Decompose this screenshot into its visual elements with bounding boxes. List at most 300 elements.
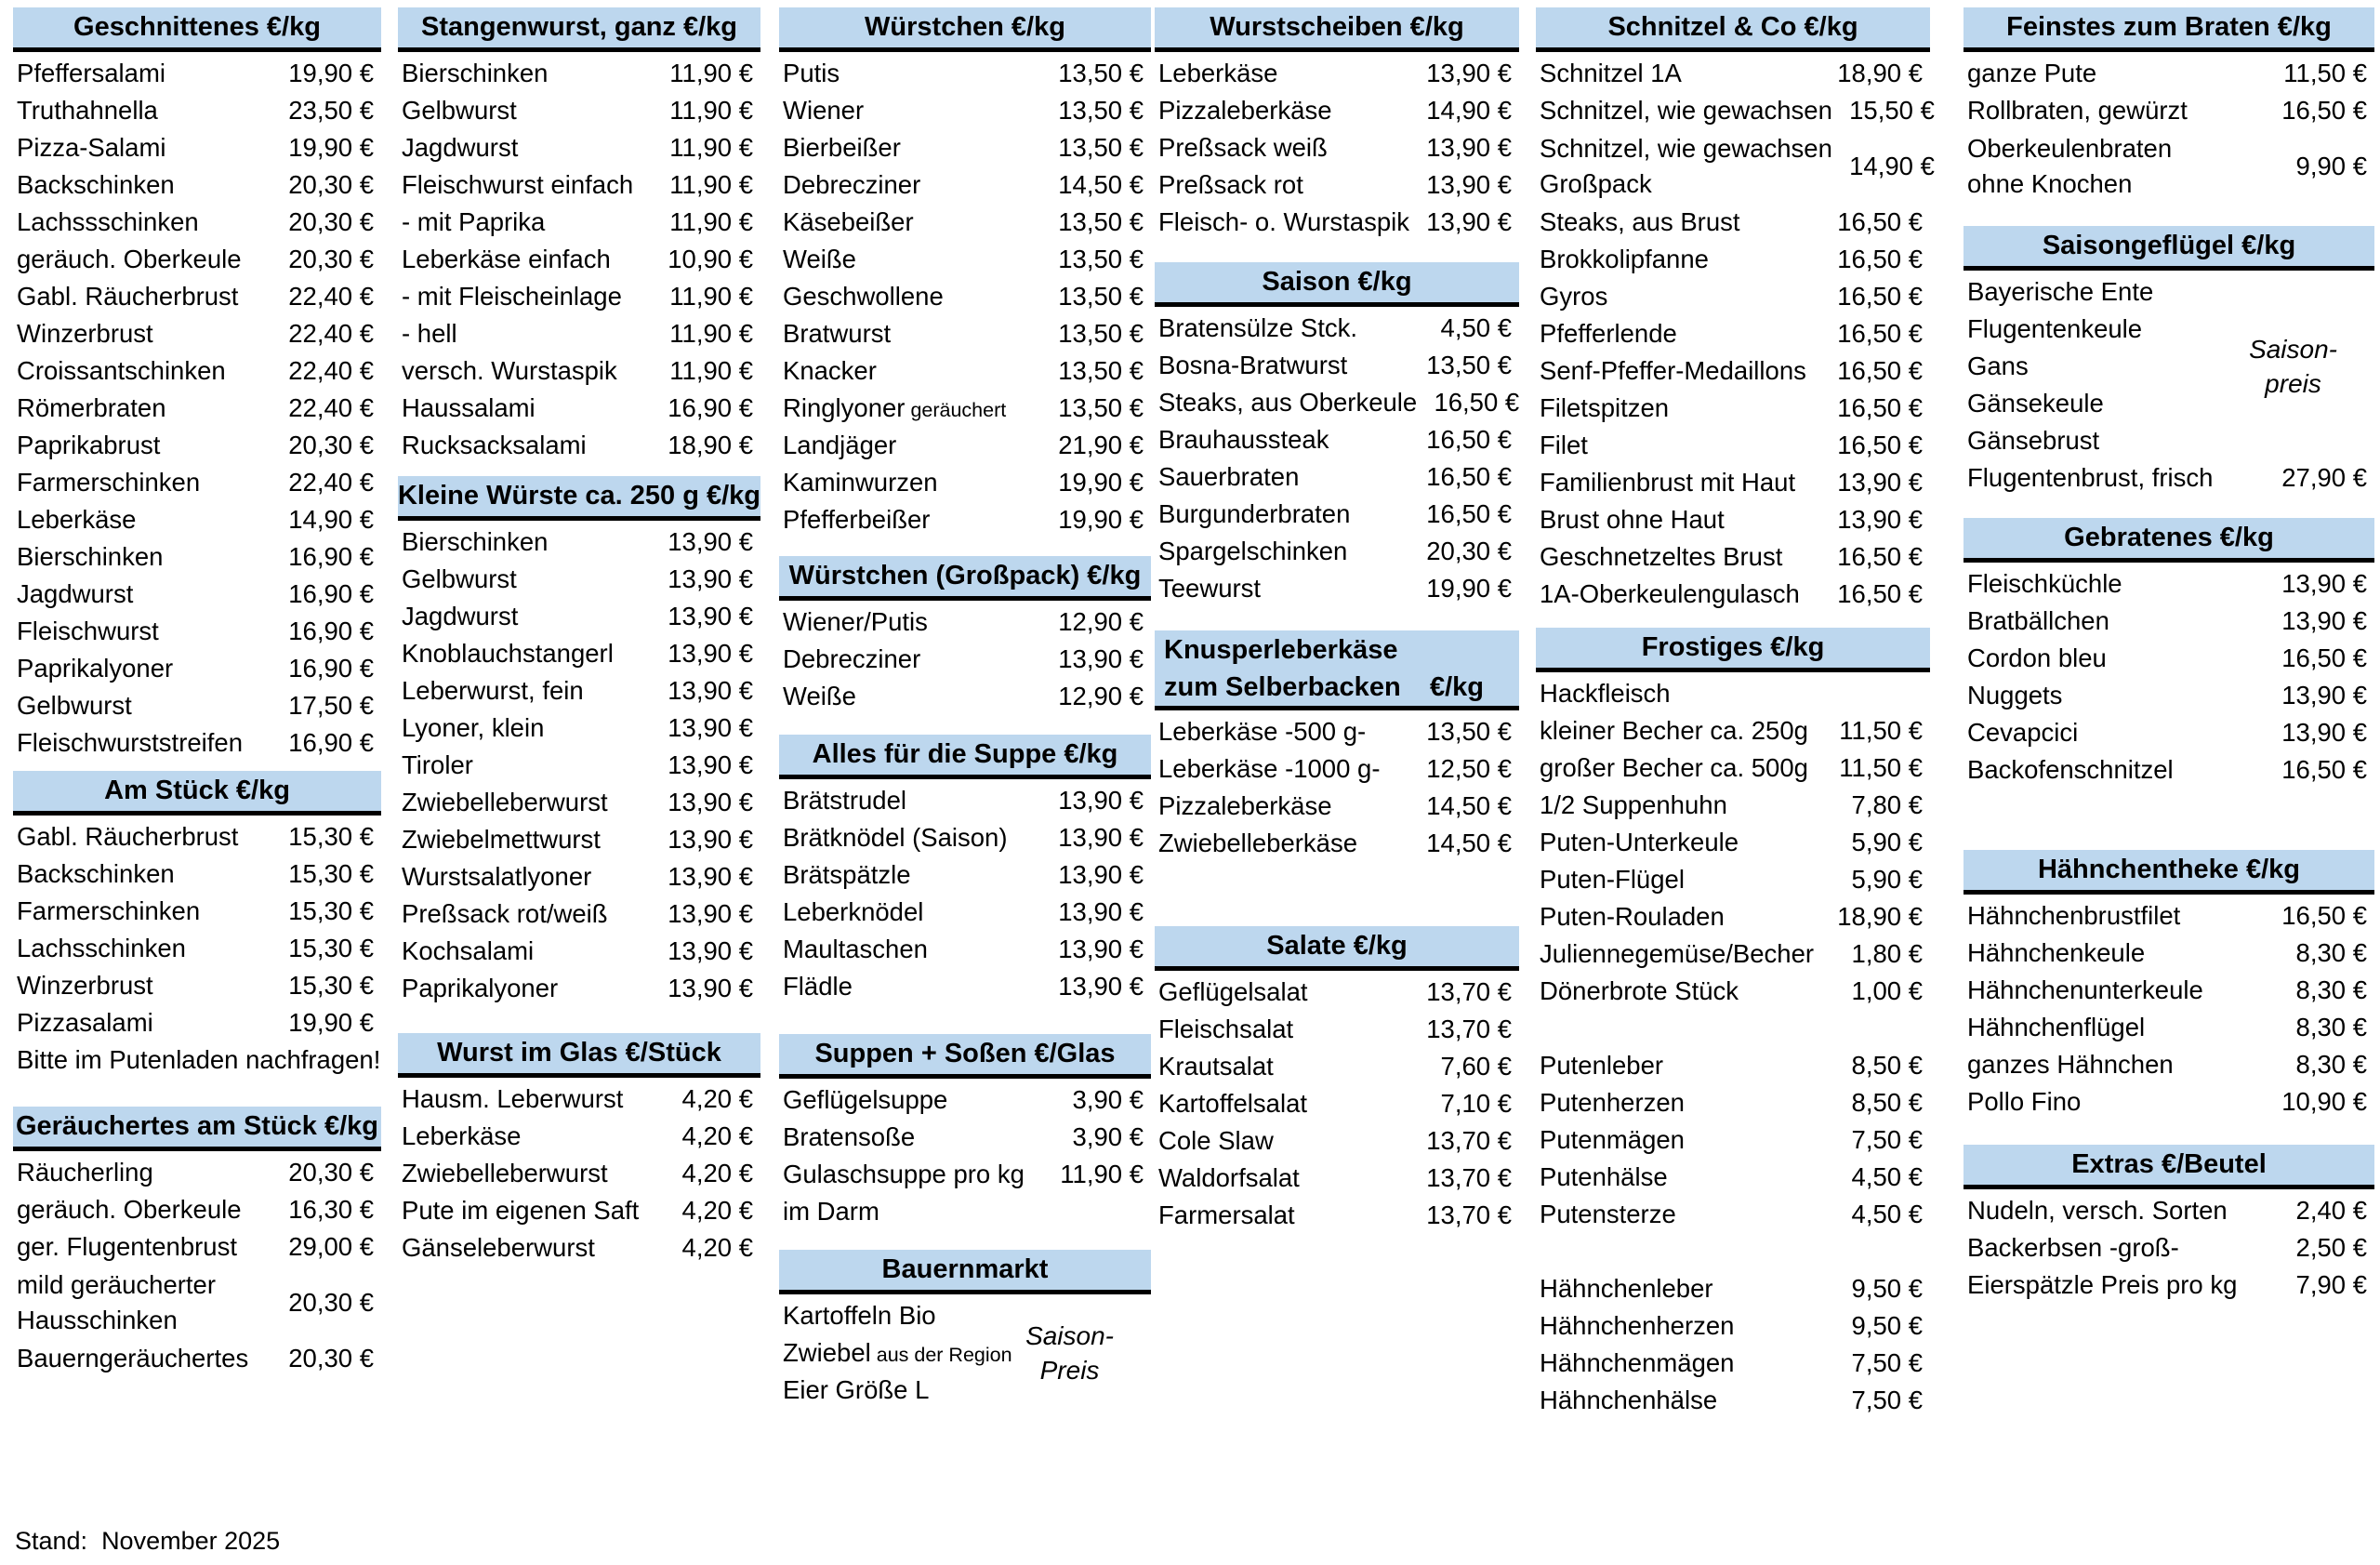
item-price: 15,30 € bbox=[288, 934, 374, 962]
item-price: 19,90 € bbox=[288, 59, 374, 87]
section-header: Würstchen €/kg bbox=[779, 7, 1151, 52]
item-row bbox=[1964, 459, 2374, 497]
item-row bbox=[13, 1154, 381, 1191]
section-header: Alles für die Suppe €/kg bbox=[779, 735, 1151, 779]
item-price: 11,90 € bbox=[669, 133, 753, 162]
item-price: 13,90 € bbox=[668, 602, 753, 630]
item-row bbox=[1536, 973, 1930, 1010]
item-name: Brauhaussteak bbox=[1158, 425, 1329, 454]
section-rows bbox=[398, 521, 760, 1007]
item-name: Puten-Unterkeule bbox=[1540, 828, 1739, 856]
item-price: 10,90 € bbox=[668, 245, 753, 273]
item-price: 16,50 € bbox=[1837, 579, 1923, 608]
item-name: Putenherzen bbox=[1540, 1088, 1685, 1117]
item-name: Paprikalyoner bbox=[402, 974, 559, 1002]
section bbox=[398, 476, 760, 1007]
item-price: 19,90 € bbox=[288, 133, 374, 162]
item-row bbox=[13, 1266, 381, 1340]
item-name: Pfefferlende bbox=[1540, 319, 1677, 348]
item-price: 8,30 € bbox=[2295, 938, 2367, 967]
item-name: Filet bbox=[1540, 431, 1588, 459]
item-price: 13,90 € bbox=[668, 825, 753, 854]
item-name: Gelbwurst bbox=[17, 691, 132, 720]
item-price: 16,50 € bbox=[1434, 388, 1520, 417]
section-rows bbox=[13, 52, 381, 762]
item-price: 12,90 € bbox=[1058, 682, 1144, 710]
section-rows bbox=[13, 1151, 381, 1377]
item-row bbox=[1155, 55, 1519, 92]
item-name: Flugentenbrust, frisch bbox=[1967, 463, 2214, 492]
item-row bbox=[13, 855, 381, 893]
item-row bbox=[779, 819, 1151, 856]
item-name: Zwiebelmettwurst bbox=[402, 825, 601, 854]
item-price: 16,50 € bbox=[1426, 462, 1512, 491]
section-header: Wurst im Glas €/Stück bbox=[398, 1033, 760, 1078]
item-price: 2,40 € bbox=[2295, 1196, 2367, 1225]
item-name: Räucherling bbox=[17, 1158, 153, 1187]
item-price: 8,30 € bbox=[2295, 1013, 2367, 1041]
item-row bbox=[779, 1081, 1151, 1119]
item-row bbox=[398, 821, 760, 858]
item-name: Weiße bbox=[783, 682, 856, 710]
item-row bbox=[13, 967, 381, 1004]
stand-note: Stand: November 2025 bbox=[15, 1527, 281, 1555]
item-name: Fleisch- o. Wurstaspik bbox=[1158, 207, 1409, 236]
item-row bbox=[398, 427, 760, 464]
item-row bbox=[398, 315, 760, 352]
item-name: Hähnchenmägen bbox=[1540, 1348, 1735, 1377]
section-rows bbox=[398, 1078, 760, 1267]
item-name: Knacker bbox=[783, 356, 877, 385]
item-price: 8,50 € bbox=[1851, 1088, 1923, 1117]
item-name-line1: mild geräucherter bbox=[17, 1270, 216, 1299]
item-row bbox=[1536, 278, 1930, 315]
item-row bbox=[1964, 935, 2374, 972]
item-row bbox=[1536, 352, 1930, 390]
item-name: Kartoffeln Bio bbox=[783, 1301, 936, 1330]
item-price: 7,90 € bbox=[2295, 1270, 2367, 1299]
saison-note bbox=[1025, 1319, 1114, 1387]
item-name: Fleischküchle bbox=[1967, 569, 2122, 598]
item-name: Steaks, aus Oberkeule bbox=[1158, 388, 1418, 417]
item-price: 19,90 € bbox=[1058, 468, 1144, 497]
item-price: 20,30 € bbox=[288, 1344, 374, 1373]
item-name: Jagdwurst bbox=[402, 133, 519, 162]
item-price: 13,50 € bbox=[1058, 96, 1144, 125]
item-price: 18,90 € bbox=[668, 431, 753, 459]
item-name: Bratensoße bbox=[783, 1122, 916, 1151]
item-price: 16,50 € bbox=[1837, 431, 1923, 459]
item-price: 23,50 € bbox=[288, 96, 374, 125]
item-name: Pfeffersalami bbox=[17, 59, 165, 87]
item-name: Burgunderbraten bbox=[1158, 499, 1351, 528]
item-row bbox=[779, 678, 1151, 715]
item-price: 13,90 € bbox=[1426, 133, 1512, 162]
item-price: 16,50 € bbox=[1837, 245, 1923, 273]
item-row bbox=[1964, 129, 2374, 204]
section-rows bbox=[1155, 710, 1519, 862]
item-price: 11,90 € bbox=[669, 282, 753, 311]
section-header-unit: €/kg bbox=[1429, 671, 1484, 702]
item-price: 13,90 € bbox=[668, 713, 753, 742]
section bbox=[13, 771, 381, 1079]
section-rows bbox=[779, 1294, 1151, 1409]
item-name: Zwiebelleberwurst bbox=[402, 1159, 608, 1187]
item-price: 13,90 € bbox=[1058, 823, 1144, 852]
item-row bbox=[1964, 972, 2374, 1009]
item-price: 19,90 € bbox=[288, 1008, 374, 1037]
item-row bbox=[1536, 1084, 1930, 1121]
item-row bbox=[398, 204, 760, 241]
item-price: 16,50 € bbox=[1426, 425, 1512, 454]
item-name: Kartoffelsalat bbox=[1158, 1089, 1308, 1118]
item-price: 20,30 € bbox=[288, 207, 374, 236]
item-row bbox=[1536, 538, 1930, 576]
item-name: Gänsebrust bbox=[1967, 426, 2100, 455]
section bbox=[1964, 226, 2374, 497]
item-name: Rucksacksalami bbox=[402, 431, 587, 459]
item-name: Maultaschen bbox=[783, 935, 928, 963]
item-row bbox=[1155, 533, 1519, 570]
item-name: Leberknödel bbox=[783, 897, 924, 926]
item-name bbox=[1540, 131, 1832, 202]
item-price: 13,50 € bbox=[1058, 319, 1144, 348]
item-price: 13,90 € bbox=[2281, 681, 2367, 710]
item-name: Haussalami bbox=[402, 393, 536, 422]
item-row bbox=[779, 968, 1151, 1005]
item-name: Gulaschsuppe pro kg bbox=[783, 1160, 1025, 1188]
item-price: 13,90 € bbox=[668, 936, 753, 965]
item-row bbox=[398, 92, 760, 129]
section-rows bbox=[1155, 307, 1519, 607]
item-row bbox=[13, 315, 381, 352]
section bbox=[779, 556, 1151, 715]
item-row bbox=[1964, 751, 2374, 789]
item-row bbox=[1155, 384, 1519, 421]
item-name: großer Becher ca. 500g bbox=[1540, 753, 1808, 782]
section-header-line: Knusperleberkäse bbox=[1164, 634, 1398, 665]
item-row bbox=[1964, 273, 2374, 311]
item-row bbox=[398, 747, 760, 784]
item-price: 11,90 € bbox=[1060, 1160, 1144, 1188]
item-price: 16,50 € bbox=[2281, 755, 2367, 784]
item-price: 8,50 € bbox=[1851, 1051, 1923, 1080]
section-rows bbox=[398, 52, 760, 464]
item-row bbox=[1536, 315, 1930, 352]
section bbox=[1155, 7, 1519, 241]
item-price: 7,60 € bbox=[1440, 1052, 1512, 1081]
item-row bbox=[1536, 898, 1930, 935]
item-price: 16,90 € bbox=[668, 393, 753, 422]
item-name: Steaks, aus Brust bbox=[1540, 207, 1740, 236]
item-price: 18,90 € bbox=[1837, 902, 1923, 931]
item-price: 13,50 € bbox=[1058, 133, 1144, 162]
section-rows bbox=[1155, 52, 1519, 241]
section-header: Am Stück €/kg bbox=[13, 771, 381, 816]
item-row bbox=[1964, 603, 2374, 640]
column-schnitzel-frostiges bbox=[1536, 7, 1935, 1419]
item-row bbox=[1964, 1083, 2374, 1121]
item-row bbox=[398, 166, 760, 204]
item-row bbox=[1536, 204, 1930, 241]
item-row bbox=[398, 1155, 760, 1192]
item-price: 5,90 € bbox=[1851, 865, 1923, 894]
item-name: Schnitzel 1A bbox=[1540, 59, 1682, 87]
item-price: 13,90 € bbox=[668, 974, 753, 1002]
item-name bbox=[17, 1267, 216, 1338]
item-price: 11,90 € bbox=[669, 59, 753, 87]
item-name: Hähnchenhälse bbox=[1540, 1386, 1718, 1414]
saison-note-line: Preis bbox=[1039, 1356, 1100, 1385]
item-price: 11,90 € bbox=[669, 356, 753, 385]
item-name: Putenhälse bbox=[1540, 1162, 1668, 1191]
item-price: 11,90 € bbox=[669, 207, 753, 236]
item-price: 12,90 € bbox=[1058, 607, 1144, 636]
item-row bbox=[13, 650, 381, 687]
item-name: Spargelschinken bbox=[1158, 537, 1348, 565]
item-price: 13,90 € bbox=[1837, 468, 1923, 497]
item-row bbox=[1536, 427, 1930, 464]
item-name-suffix: aus der Region bbox=[870, 1344, 1012, 1366]
item-row bbox=[13, 464, 381, 501]
item-row bbox=[13, 204, 381, 241]
item-name: Tiroler bbox=[402, 750, 473, 779]
item-price: 16,90 € bbox=[288, 728, 374, 757]
item-name: Fleischwurst einfach bbox=[402, 170, 634, 199]
item-name: Geflügelsuppe bbox=[783, 1085, 948, 1114]
item-price: 12,50 € bbox=[1426, 754, 1512, 783]
item-price: 13,90 € bbox=[668, 676, 753, 705]
item-price: 13,90 € bbox=[668, 750, 753, 779]
item-price: 16,50 € bbox=[1837, 319, 1923, 348]
item-name: Bierschinken bbox=[17, 542, 164, 571]
item-price: 11,90 € bbox=[669, 96, 753, 125]
item-price: 15,30 € bbox=[288, 971, 374, 1000]
item-price: 16,90 € bbox=[288, 542, 374, 571]
item-name: Leberwurst, fein bbox=[402, 676, 584, 705]
item-name: Gänseleberwurst bbox=[402, 1233, 595, 1262]
item-price: 13,70 € bbox=[1426, 1126, 1512, 1155]
item-row bbox=[779, 894, 1151, 931]
item-name: Wurstsalatlyoner bbox=[402, 862, 592, 891]
item-price: 13,90 € bbox=[1837, 505, 1923, 534]
item-price: 7,80 € bbox=[1851, 790, 1923, 819]
item-price: 22,40 € bbox=[288, 282, 374, 311]
item-name-suffix: geräuchert bbox=[905, 399, 1007, 421]
item-price: 15,30 € bbox=[288, 859, 374, 888]
item-row bbox=[1155, 1048, 1519, 1085]
item-price: 13,90 € bbox=[668, 639, 753, 668]
item-name: Hähnchenleber bbox=[1540, 1274, 1713, 1303]
item-name: Gänsekeule bbox=[1967, 389, 2104, 418]
item-name: Bratwurst bbox=[783, 319, 892, 348]
item-name: Gabl. Räucherbrust bbox=[17, 282, 239, 311]
item-price: 13,90 € bbox=[668, 862, 753, 891]
item-name: Putenmägen bbox=[1540, 1125, 1685, 1154]
section-header: Feinstes zum Braten €/kg bbox=[1964, 7, 2374, 52]
item-name: Gelbwurst bbox=[402, 564, 517, 593]
item-row bbox=[13, 427, 381, 464]
item-price: 27,90 € bbox=[2281, 463, 2367, 492]
item-name: ganze Pute bbox=[1967, 59, 2097, 87]
item-row bbox=[1155, 347, 1519, 384]
item-name: Römerbraten bbox=[17, 393, 166, 422]
item-name: Kaminwurzen bbox=[783, 468, 938, 497]
item-row bbox=[13, 55, 381, 92]
item-price: 13,50 € bbox=[1058, 245, 1144, 273]
item-row bbox=[779, 1193, 1151, 1230]
item-price: 14,90 € bbox=[1849, 152, 1935, 180]
item-row bbox=[398, 1229, 760, 1267]
item-row bbox=[1536, 712, 1930, 749]
item-price: 13,50 € bbox=[1426, 717, 1512, 746]
item-price: 15,30 € bbox=[288, 822, 374, 851]
item-row bbox=[13, 724, 381, 762]
item-row bbox=[13, 818, 381, 855]
item-price: 20,30 € bbox=[288, 1288, 374, 1317]
item-row bbox=[1536, 824, 1930, 861]
column-wurstscheiben bbox=[1155, 7, 1519, 1234]
item-name: ger. Flugentenbrust bbox=[17, 1232, 237, 1261]
item-name: Pollo Fino bbox=[1967, 1087, 2082, 1116]
item-price: 9,50 € bbox=[1851, 1274, 1923, 1303]
item-name: Juliennegemüse/Becher bbox=[1540, 939, 1815, 968]
item-name: Gelbwurst bbox=[402, 96, 517, 125]
item-row bbox=[13, 1340, 381, 1377]
item-row bbox=[13, 687, 381, 724]
item-price: 16,90 € bbox=[288, 654, 374, 683]
item-name: Preßsack weiß bbox=[1158, 133, 1328, 162]
item-name: Cordon bleu bbox=[1967, 643, 2107, 672]
item-price: 13,90 € bbox=[668, 788, 753, 816]
item-row bbox=[398, 1118, 760, 1155]
item-row bbox=[779, 278, 1151, 315]
item-name: Bosna-Bratwurst bbox=[1158, 351, 1348, 379]
item-price: 16,50 € bbox=[1837, 207, 1923, 236]
item-name: Hähnchenkeule bbox=[1967, 938, 2146, 967]
item-name: 1/2 Suppenhuhn bbox=[1540, 790, 1727, 819]
item-price: 16,50 € bbox=[1837, 542, 1923, 571]
item-price: 14,50 € bbox=[1426, 829, 1512, 857]
item-price: 13,90 € bbox=[2281, 569, 2367, 598]
item-name: Pizzaleberkäse bbox=[1158, 96, 1332, 125]
item-price: 13,90 € bbox=[2281, 718, 2367, 747]
item-row bbox=[13, 576, 381, 613]
item-price: 29,00 € bbox=[288, 1232, 374, 1261]
item-row bbox=[398, 635, 760, 672]
item-name: Bratbällchen bbox=[1967, 606, 2109, 635]
item-row bbox=[1536, 1270, 1930, 1307]
item-row bbox=[779, 1156, 1151, 1193]
section-rows bbox=[1964, 1189, 2374, 1304]
item-price: 14,90 € bbox=[288, 505, 374, 534]
item-price: 15,30 € bbox=[288, 896, 374, 925]
section-header: Saisongeflügel €/kg bbox=[1964, 226, 2374, 271]
column-geschnittenes bbox=[13, 7, 381, 1377]
item-row bbox=[1155, 1011, 1519, 1048]
item-row bbox=[1964, 1046, 2374, 1083]
row-spacer bbox=[1536, 1010, 1930, 1047]
item-row bbox=[1536, 390, 1930, 427]
section bbox=[1536, 628, 1930, 1419]
item-price: 13,90 € bbox=[1058, 860, 1144, 889]
item-name: Wiener/Putis bbox=[783, 607, 928, 636]
item-row bbox=[1964, 714, 2374, 751]
item-name: Gans bbox=[1967, 351, 2029, 380]
item-name: - mit Paprika bbox=[402, 207, 546, 236]
section-header: Geräuchertes am Stück €/kg bbox=[13, 1107, 381, 1151]
item-name: Gabl. Räucherbrust bbox=[17, 822, 239, 851]
item-name: Jagdwurst bbox=[17, 579, 134, 608]
item-row bbox=[1964, 55, 2374, 92]
item-row bbox=[779, 352, 1151, 390]
item-name: Pizzaleberkäse bbox=[1158, 791, 1332, 820]
item-price: 3,90 € bbox=[1072, 1122, 1144, 1151]
item-name: Farmerschinken bbox=[17, 896, 201, 925]
item-name-line1: Schnitzel, wie gewachsen bbox=[1540, 134, 1832, 163]
item-row bbox=[779, 464, 1151, 501]
item-name: Geschwollene bbox=[783, 282, 944, 311]
note-row: Bitte im Putenladen nachfragen! bbox=[17, 1045, 381, 1074]
item-price: 3,90 € bbox=[1072, 1085, 1144, 1114]
item-price: 13,50 € bbox=[1058, 356, 1144, 385]
item-name: Truthahnella bbox=[17, 96, 158, 125]
item-name: Nudeln, versch. Sorten bbox=[1967, 1196, 2228, 1225]
item-price: 22,40 € bbox=[288, 468, 374, 497]
item-name: Backerbsen -groß- bbox=[1967, 1233, 2179, 1262]
saison-note bbox=[2249, 332, 2337, 401]
item-price: 13,90 € bbox=[1426, 207, 1512, 236]
item-row bbox=[1536, 861, 1930, 898]
item-price: 10,90 € bbox=[2281, 1087, 2367, 1116]
item-name: Hähnchenflügel bbox=[1967, 1013, 2146, 1041]
item-name-line1: Oberkeulenbraten bbox=[1967, 134, 2173, 163]
item-row bbox=[1536, 241, 1930, 278]
item-name: Waldorfsalat bbox=[1158, 1163, 1300, 1192]
item-price: 7,10 € bbox=[1440, 1089, 1512, 1118]
item-name: Familienbrust mit Haut bbox=[1540, 468, 1796, 497]
section bbox=[398, 1033, 760, 1267]
item-name: Puten-Rouladen bbox=[1540, 902, 1725, 931]
item-name: - mit Fleischeinlage bbox=[402, 282, 622, 311]
item-name: Croissantschinken bbox=[17, 356, 226, 385]
item-price: 13,90 € bbox=[668, 899, 753, 928]
item-name: Pute im eigenen Saft bbox=[402, 1196, 640, 1225]
section-header: Saison €/kg bbox=[1155, 262, 1519, 307]
item-row bbox=[1536, 1345, 1930, 1382]
item-name-line2: ohne Knochen bbox=[1967, 169, 2133, 198]
item-row bbox=[1964, 92, 2374, 129]
section-header: Suppen + Soßen €/Glas bbox=[779, 1034, 1151, 1079]
section bbox=[1964, 1145, 2374, 1304]
item-price: 5,90 € bbox=[1851, 828, 1923, 856]
item-name: Weiße bbox=[783, 245, 856, 273]
item-name: Leberkäse bbox=[402, 1121, 522, 1150]
item-name: Debrecziner bbox=[783, 644, 921, 673]
saison-note-line: Saison- bbox=[1025, 1321, 1114, 1350]
item-price: 16,90 € bbox=[288, 617, 374, 645]
item-name: Fleischwurststreifen bbox=[17, 728, 243, 757]
item-price: 7,50 € bbox=[1851, 1348, 1923, 1377]
item-row bbox=[1155, 310, 1519, 347]
section-header-text: zum Selberbacken bbox=[1164, 671, 1401, 702]
item-price: 13,90 € bbox=[1058, 972, 1144, 1001]
item-name: kleiner Becher ca. 250g bbox=[1540, 716, 1808, 745]
section bbox=[779, 7, 1151, 538]
section bbox=[779, 1034, 1151, 1230]
item-price: 22,40 € bbox=[288, 356, 374, 385]
item-price: 20,30 € bbox=[288, 245, 374, 273]
